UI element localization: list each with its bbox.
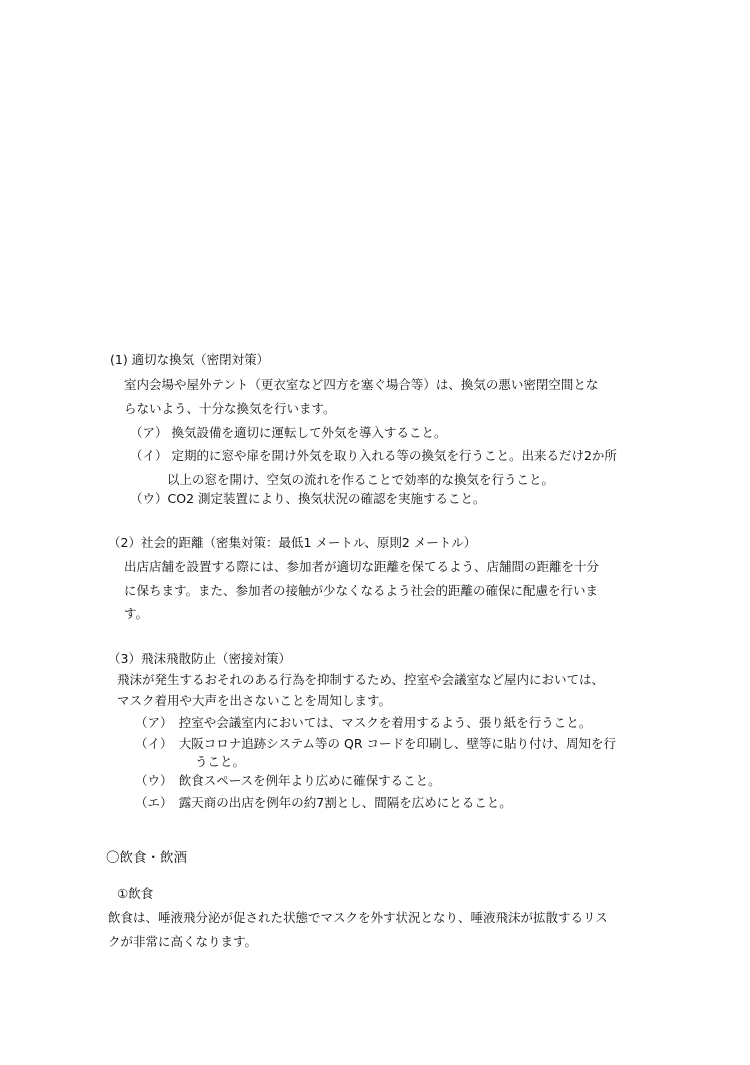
section1-item-i-line1: （イ） 定期的に窓や扉を開け外気を取り入れる等の換気を行うこと。出来るだけ2か所: [130, 448, 617, 463]
section3-item-u: （ウ） 飲食スペースを例年より広めに確保すること。: [135, 773, 441, 788]
section3-intro-line2: マスク着用や大声を出さないことを周知します。: [117, 693, 392, 708]
section2-body-line3: す。: [124, 606, 149, 621]
section1-item-i-line2: 以上の窓を開け、空気の流れを作ることで効率的な換気を行うこと。: [167, 472, 555, 487]
section2-heading: （2）社会的距離（密集対策：最低1 メートル、原則2 メートル）: [108, 535, 477, 550]
section3-item-i-line1: （イ） 大阪コロナ追跡システム等の QR コードを印刷し、壁等に貼り付け、周知を行: [135, 736, 616, 751]
section1-item-u: （ウ）CO2 測定装置により、換気状況の確認を実施すること。: [130, 491, 486, 506]
section3-intro-line1: 飛沫が発生するおそれのある行為を抑制するため、控室や会議室など屋内においては、: [117, 672, 605, 687]
section2-body-line2: に保ちます。また、参加者の接触が少なくなるよう社会的距離の確保に配慮を行いま: [124, 583, 599, 598]
section3-item-e: （エ） 露天商の出店を例年の約7割とし、間隔を広めにとること。: [135, 795, 512, 810]
section3-item-a: （ア） 控室や会議室内においては、マスクを着用するよう、張り紙を行うこと。: [135, 715, 592, 730]
section4-heading: 〇飲食・飲酒: [106, 850, 187, 866]
section1-heading: (1) 適切な換気（密閉対策）: [110, 352, 270, 367]
section1-intro-line1: 室内会場や屋外テント（更衣室など四方を塞ぐ場合等）は、換気の悪い密閉空間とな: [124, 377, 599, 392]
section3-heading: （3）飛沫飛散防止（密接対策）: [108, 651, 291, 666]
section1-item-a: （ア） 換気設備を適切に運転して外気を導入すること。: [130, 425, 447, 440]
section4-body-line1: 飲食は、唾液飛分泌が促された状態でマスクを外す状況となり、唾液飛沫が拡散するリス: [108, 910, 608, 925]
section1-intro-line2: らないよう、十分な換気を行います。: [124, 401, 336, 416]
section2-body-line1: 出店店舗を設置する際には、参加者が適切な距離を保てるよう、店舗間の距離を十分: [124, 559, 600, 574]
section4-body-line2: クが非常に高くなります。: [108, 934, 258, 949]
section3-item-i-line2: うこと。: [195, 754, 246, 769]
section4-subheading: ①飲食: [117, 886, 154, 901]
